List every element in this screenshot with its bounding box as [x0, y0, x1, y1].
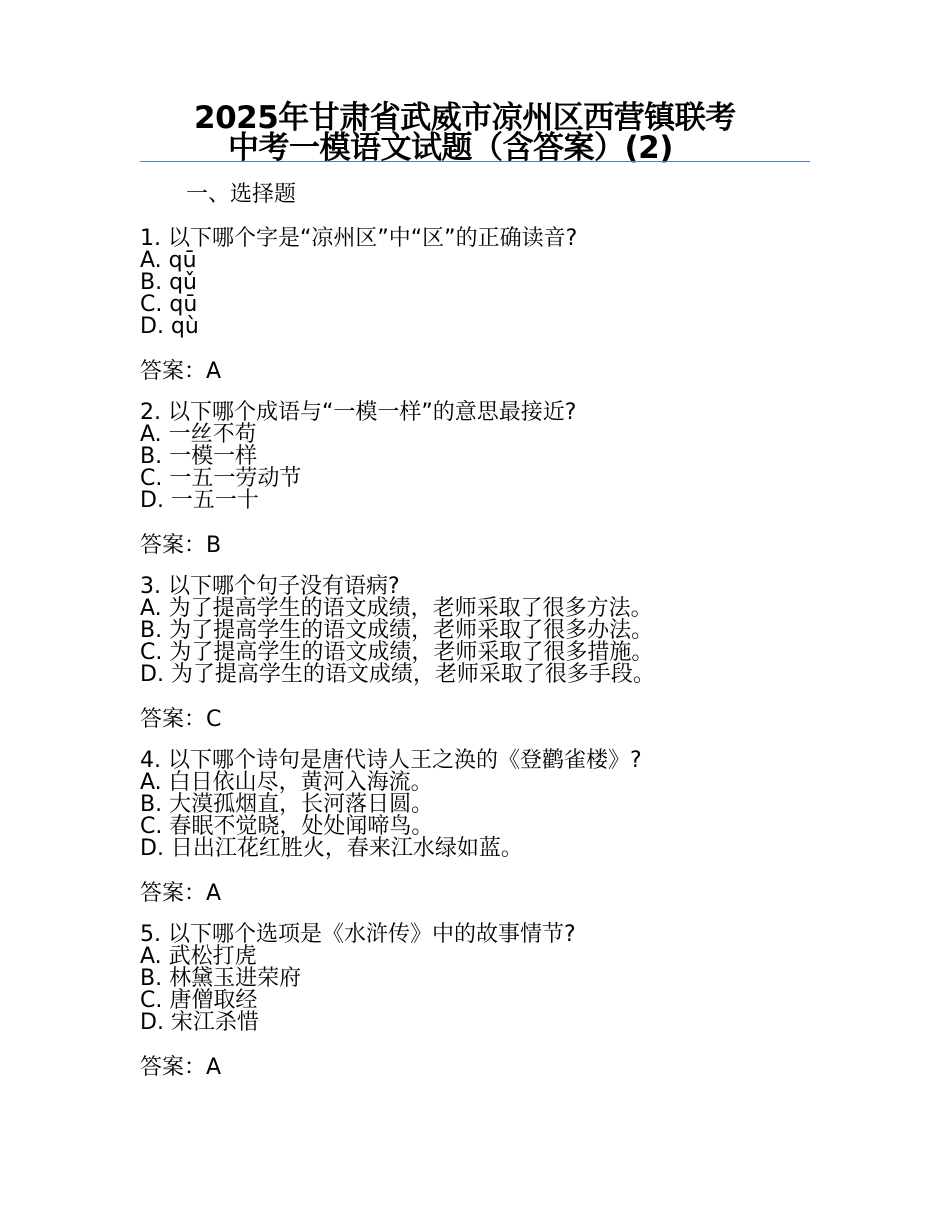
- option-d: D. 一五一十: [140, 488, 259, 513]
- title-line-1: 2025年甘肃省武威市凉州区西营镇联考: [194, 100, 736, 136]
- option-c: C. 为了提高学生的语文成绩，老师采取了很多措施。: [140, 640, 654, 665]
- document-title: [140, 100, 810, 166]
- question-4: [140, 750, 780, 906]
- answer: 答案：C: [140, 707, 222, 732]
- option-a: A. 白日依山尽，黄河入海流。: [140, 770, 433, 795]
- question-text: 3. 以下哪个句子没有语病?: [140, 574, 400, 599]
- question-text: 4. 以下哪个诗句是唐代诗人王之涣的《登鹳雀楼》?: [140, 748, 642, 773]
- option-c: C. 一五一劳动节: [140, 466, 302, 491]
- option-b: B. 为了提高学生的语文成绩，老师采取了很多办法。: [140, 618, 654, 643]
- question-text: 2. 以下哪个成语与“一模一样”的意思最接近?: [140, 400, 577, 425]
- option-d: D. qù: [140, 314, 199, 339]
- question-text: 1. 以下哪个字是“凉州区”中“区”的正确读音?: [140, 226, 578, 251]
- option-a: A. 武松打虎: [140, 944, 257, 969]
- option-a: A. 一丝不苟: [140, 422, 257, 447]
- option-c: C. qū: [140, 292, 198, 317]
- option-c: C. 春眠不觉晓，处处闻啼鸟。: [140, 814, 434, 839]
- answer: 答案：A: [140, 1055, 222, 1080]
- question-5: [140, 924, 780, 1080]
- option-a: A. qū: [140, 248, 197, 273]
- question-text: 5. 以下哪个选项是《水浒传》中的故事情节?: [140, 922, 576, 947]
- title-underline: [140, 161, 810, 162]
- option-d: D. 日出江花红胜火，春来江水绿如蓝。: [140, 836, 523, 861]
- question-3: [140, 576, 780, 732]
- answer: 答案：A: [140, 881, 222, 906]
- option-b: B. qǔ: [140, 270, 197, 295]
- option-b: B. 林黛玉进荣府: [140, 966, 302, 991]
- question-2: [140, 402, 780, 558]
- question-1: [140, 228, 780, 384]
- option-b: B. 一模一样: [140, 444, 258, 469]
- option-d: D. 为了提高学生的语文成绩，老师采取了很多手段。: [140, 662, 655, 687]
- answer: 答案：B: [140, 533, 222, 558]
- answer: 答案：A: [140, 359, 222, 384]
- option-d: D. 宋江杀惜: [140, 1010, 259, 1035]
- option-c: C. 唐僧取经: [140, 988, 258, 1013]
- title-line-2: 中考一模语文试题（含答案）(2): [228, 130, 673, 166]
- section-heading: 一、选择题: [186, 182, 297, 207]
- option-b: B. 大漠孤烟直，长河落日圆。: [140, 792, 434, 817]
- option-a: A. 为了提高学生的语文成绩，老师采取了很多方法。: [140, 596, 653, 621]
